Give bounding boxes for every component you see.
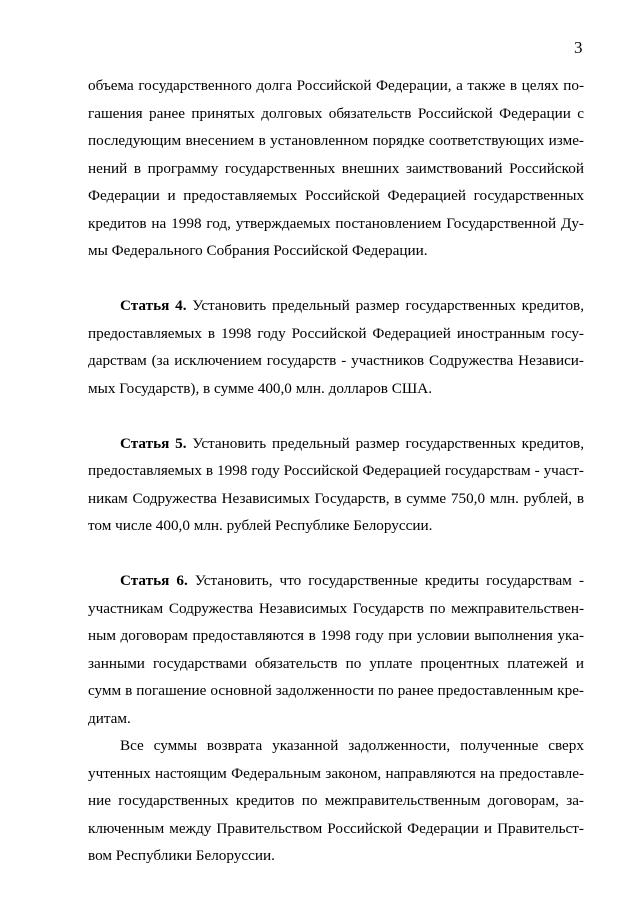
text-line: никам Содружества Независимых Государств, в сумме 750,0 млн. рублей, в [88, 489, 584, 507]
text-line: нений в программу государственных внешних заимствований Российской [88, 159, 584, 177]
text-line: мы Федерального Собрания Российской Федерации. [88, 242, 428, 259]
article-6-heading: Статья 6. [120, 572, 188, 589]
text-line: гашения ранее принятых долговых обязательств Российской Федерации с [88, 104, 584, 122]
article-5-first-line-text: Установить предельный размер государственных кредитов, [192, 434, 584, 452]
text-line: дарствам (за исключением государств - участников Содружества Независи- [88, 352, 584, 369]
article-4-heading: Статья 4. [120, 297, 187, 314]
text-line: предоставляемых в 1998 году Российской Федерацией иностранным госу- [88, 324, 584, 342]
text-line: мых Государств), в сумме 400,0 млн. долларов США. [88, 379, 432, 397]
text-line: объема государственного долга Российской Федерации, а также в целях по- [88, 77, 584, 94]
article-5-first-line [88, 430, 584, 458]
text-line: ным договорам предоставляются в 1998 году при условии выполнения ука- [88, 627, 584, 644]
article-4-first-line-text: Установить предельный размер государственных кредитов, [192, 297, 584, 314]
text-line: учтенных настоящим Федеральным законом, направляются на предоставле- [88, 764, 584, 782]
article-4-first-line [88, 292, 584, 320]
text-line: занными государствами обязательств по уплате процентных платежей и [88, 654, 584, 672]
text-line: сумм в погашение основной задолженности по ранее предоставленным кре- [88, 682, 584, 699]
text-line: участникам Содружества Независимых Государств по межправительствен- [88, 599, 584, 617]
text-line: том числе 400,0 млн. рублей Республике Белоруссии. [88, 517, 433, 534]
text-line: ключенным между Правительством Российской Федерации и Правительст- [88, 819, 584, 837]
text-line: последующим внесением в установленном порядке соответствующих изме- [88, 132, 584, 149]
text-line: вом Республики Белоруссии. [88, 847, 275, 864]
text-line: предоставляемых в 1998 году Российской Федерацией государствам - участ- [88, 462, 584, 479]
text-line: Все суммы возврата указанной задолженности, полученные сверх [120, 737, 584, 754]
article-6-first-line [88, 567, 584, 595]
text-line: кредитов на 1998 год, утверждаемых постановлением Государственной Ду- [88, 214, 584, 232]
article-5-heading: Статья 5. [120, 434, 187, 452]
text-line: Федерации и предоставляемых Российской Федерацией государственных [88, 187, 584, 204]
page-number: 3 [574, 38, 583, 57]
article-6-first-line-text: Установить, что государственные кредиты государствам - [194, 572, 584, 589]
text-line: ние государственных кредитов по межправительственным договорам, за- [88, 792, 584, 809]
document-body [88, 72, 584, 870]
text-line: дитам. [88, 709, 131, 727]
